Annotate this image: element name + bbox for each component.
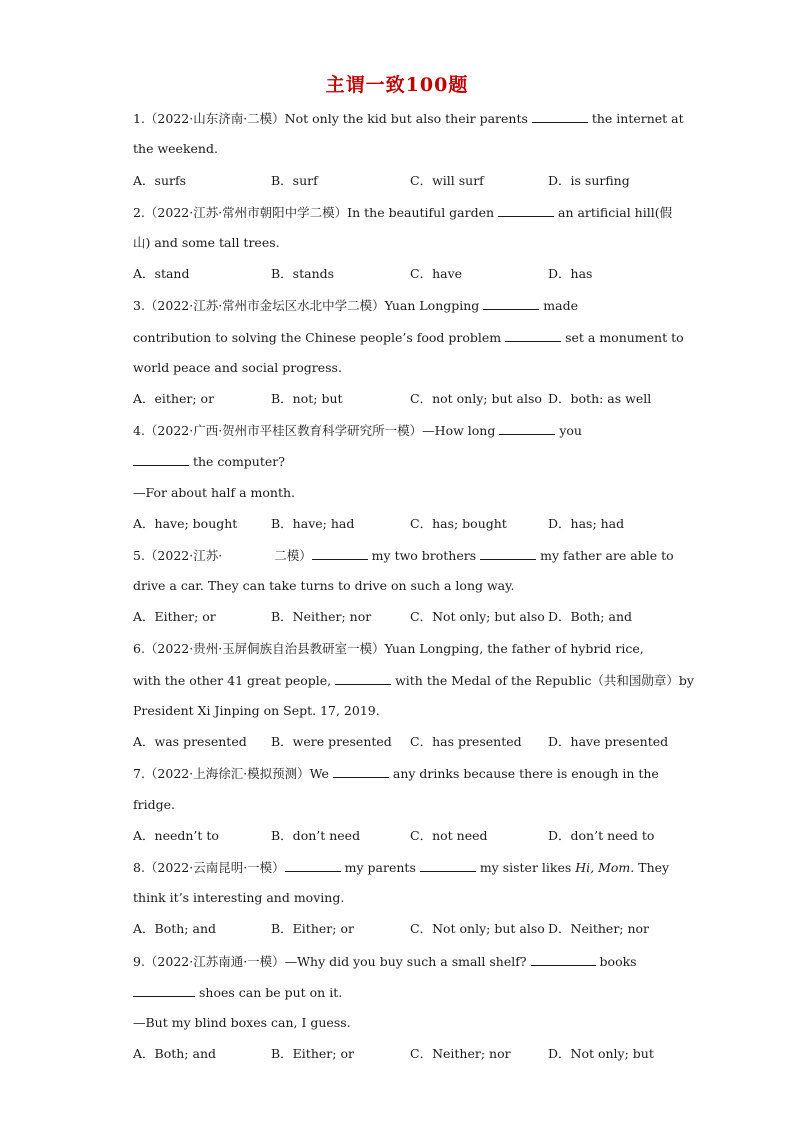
q6-option-b[interactable]: B．were presented bbox=[271, 734, 392, 749]
q3-stem-line2: contribution to solving the Chinese people’s food problem set a monument to bbox=[133, 330, 684, 345]
q5-option-a[interactable]: A．Either; or bbox=[133, 609, 216, 624]
q7-option-d[interactable]: D．don’t need to bbox=[548, 828, 655, 843]
q5-option-b[interactable]: B．Neither; nor bbox=[271, 609, 372, 624]
answer-blank bbox=[483, 297, 539, 310]
answer-blank bbox=[285, 859, 341, 872]
q4-option-d[interactable]: D．has; had bbox=[548, 516, 625, 531]
q8-option-b[interactable]: B．Either; or bbox=[271, 921, 354, 936]
answer-blank bbox=[333, 765, 389, 778]
q9-option-c[interactable]: C．Neither; nor bbox=[410, 1046, 511, 1061]
answer-blank bbox=[480, 547, 536, 560]
page-title: 主谓一致100题 bbox=[325, 74, 469, 96]
answer-blank bbox=[531, 953, 596, 966]
q7-option-c[interactable]: C．not need bbox=[410, 828, 488, 843]
q2-option-a[interactable]: A．stand bbox=[133, 266, 190, 281]
q3-option-c[interactable]: C．not only; but also bbox=[410, 391, 542, 406]
q8-option-a[interactable]: A．Both; and bbox=[133, 921, 217, 936]
q1-option-b[interactable]: B．surf bbox=[271, 173, 318, 188]
answer-blank bbox=[312, 547, 368, 560]
q1-stem-line2: the weekend. bbox=[133, 141, 218, 156]
answer-blank bbox=[133, 984, 195, 997]
q6-option-a[interactable]: A．was presented bbox=[133, 734, 247, 749]
answer-blank bbox=[335, 672, 391, 685]
q2-option-d[interactable]: D．has bbox=[548, 266, 593, 281]
q9-stem-line2: shoes can be put on it. bbox=[133, 984, 342, 1001]
q8-option-d[interactable]: D．Neither; nor bbox=[548, 921, 650, 936]
answer-blank bbox=[505, 329, 561, 342]
q9-option-d[interactable]: D．Not only; but bbox=[548, 1046, 654, 1061]
q4-stem-line3: —For about half a month. bbox=[133, 485, 295, 500]
q5-stem-line2: drive a car. They can take turns to drive on such a long way. bbox=[133, 578, 515, 593]
q6-stem-line1: 6.（2022·贵州·玉屏侗族自治县教研室一模）Yuan Longping, the father of hybrid rice, bbox=[133, 641, 644, 656]
answer-blank bbox=[532, 110, 588, 123]
movie-title: Hi, Mom. bbox=[575, 860, 635, 875]
answer-blank bbox=[420, 859, 476, 872]
answer-blank bbox=[133, 453, 189, 466]
q9-option-b[interactable]: B．Either; or bbox=[271, 1046, 354, 1061]
q1-option-d[interactable]: D．is surfing bbox=[548, 173, 630, 188]
q2-stem-line1: 2.（2022·江苏·常州市朝阳中学二模）In the beautiful garden an artificial hill(假 bbox=[133, 205, 673, 220]
answer-blank bbox=[498, 204, 554, 217]
q2-option-b[interactable]: B．stands bbox=[271, 266, 335, 281]
q4-stem-line2: the computer? bbox=[133, 453, 285, 470]
q7-stem-line2: fridge. bbox=[133, 797, 175, 812]
q7-option-b[interactable]: B．don’t need bbox=[271, 828, 361, 843]
q1-stem-line1: 1.（2022·山东济南·二模）Not only the kid but also their parents the internet at bbox=[133, 111, 684, 126]
q3-stem-line3: world peace and social progress. bbox=[133, 360, 342, 375]
q4-option-a[interactable]: A．have; bought bbox=[133, 516, 238, 531]
q8-option-c[interactable]: C．Not only; but also bbox=[410, 921, 545, 936]
q5-option-c[interactable]: C．Not only; but also bbox=[410, 609, 545, 624]
q9-option-a[interactable]: A．Both; and bbox=[133, 1046, 217, 1061]
q6-option-d[interactable]: D．have presented bbox=[548, 734, 669, 749]
q5-option-d[interactable]: D．Both; and bbox=[548, 609, 632, 624]
q8-stem-line2: think it’s interesting and moving. bbox=[133, 890, 345, 905]
q8-stem-line1: 8.（2022·云南昆明·一模） my parents my sister likes Hi, Mom. They bbox=[133, 860, 670, 875]
q4-stem-line1: 4.（2022·广西·贺州市平桂区教育科学研究所一模）—How long you bbox=[133, 423, 582, 438]
q1-option-a[interactable]: A．surfs bbox=[133, 173, 187, 188]
q6-stem-line2: with the other 41 great people, with the Medal of the Republic（共和国勋章）by bbox=[133, 673, 694, 688]
q3-option-a[interactable]: A．either; or bbox=[133, 391, 215, 406]
q2-stem-line2: 山) and some tall trees. bbox=[133, 235, 280, 250]
q3-stem-line1: 3.（2022·江苏·常州市金坛区水北中学二模）Yuan Longping made bbox=[133, 298, 578, 313]
q1-option-c[interactable]: C．will surf bbox=[410, 173, 484, 188]
q9-stem-line1: 9.（2022·江苏南通·一模）—Why did you buy such a small shelf? books bbox=[133, 954, 637, 969]
q3-option-b[interactable]: B．not; but bbox=[271, 391, 343, 406]
q9-stem-line3: —But my blind boxes can, I guess. bbox=[133, 1015, 351, 1030]
q3-option-d[interactable]: D．both: as well bbox=[548, 391, 652, 406]
q4-option-c[interactable]: C．has; bought bbox=[410, 516, 507, 531]
q2-option-c[interactable]: C．have bbox=[410, 266, 463, 281]
q6-option-c[interactable]: C．has presented bbox=[410, 734, 522, 749]
answer-blank bbox=[499, 422, 555, 435]
q6-stem-line3: President Xi Jinping on Sept. 17, 2019. bbox=[133, 703, 380, 718]
q5-stem-line1: 5.（2022·江苏· 二模） my two brothers my father are able to bbox=[133, 548, 674, 563]
q7-stem-line1: 7.（2022·上海徐汇·模拟预测）We any drinks because there is enough in the bbox=[133, 766, 659, 781]
q4-option-b[interactable]: B．have; had bbox=[271, 516, 355, 531]
q7-option-a[interactable]: A．needn’t to bbox=[133, 828, 219, 843]
